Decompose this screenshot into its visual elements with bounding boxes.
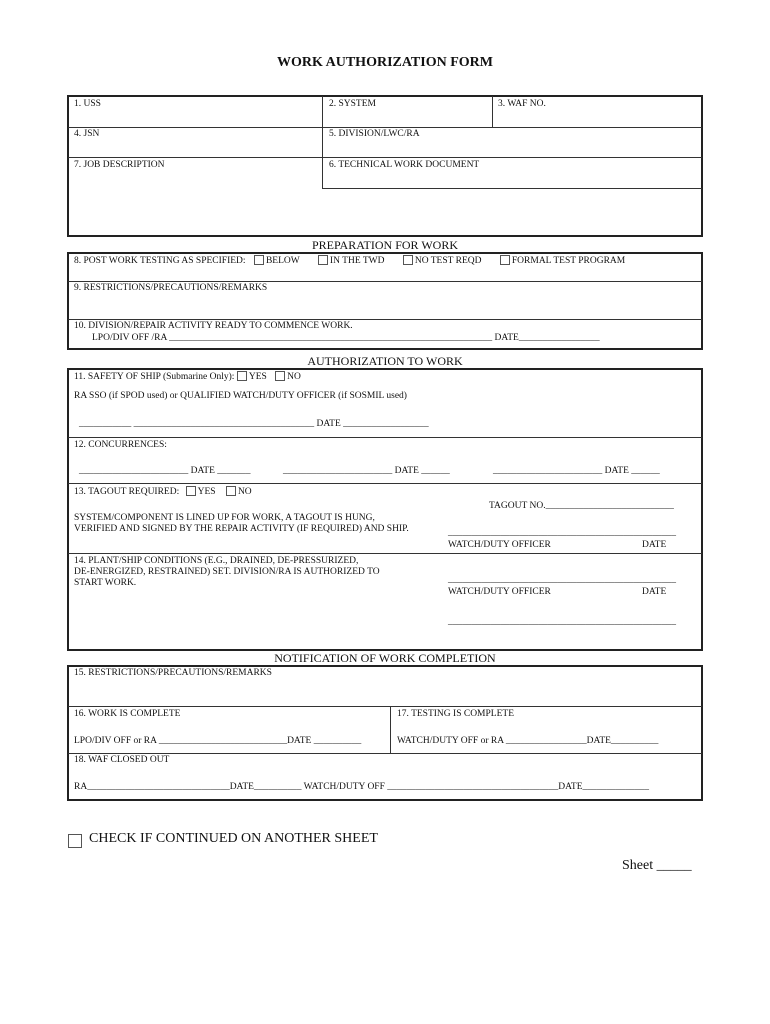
- checkbox-tagout-no[interactable]: [226, 486, 236, 496]
- plant-conditions-signature-line-2[interactable]: ________________________________________________: [448, 617, 676, 627]
- tagout-date-label: DATE: [642, 540, 667, 550]
- field-system[interactable]: 2. SYSTEM: [329, 99, 376, 109]
- tagout-yes-label: YES: [197, 487, 216, 497]
- field-technical-work-document[interactable]: 6. TECHNICAL WORK DOCUMENT: [329, 160, 480, 170]
- ra-sso-signature[interactable]: ___________ ______________________________________ DATE __________________: [79, 419, 429, 429]
- tagout-signature-line[interactable]: ________________________________________________: [448, 528, 676, 538]
- option-formal-test-program: FORMAL TEST PROGRAM: [511, 256, 626, 266]
- field-restrictions[interactable]: 9. RESTRICTIONS/PRECAUTIONS/REMARKS: [74, 283, 268, 293]
- work-complete-label: 16. WORK IS COMPLETE: [74, 709, 181, 719]
- notification-block: [67, 665, 703, 801]
- sheet-number-field[interactable]: Sheet _____: [622, 858, 692, 873]
- safety-of-ship-label: 11. SAFETY OF SHIP (Submarine Only):: [74, 372, 235, 382]
- plant-conditions-signature-line[interactable]: ________________________________________________: [448, 575, 676, 585]
- concurrence-signature-1[interactable]: _______________________ DATE _______: [79, 466, 251, 476]
- checkbox-continued[interactable]: [68, 834, 82, 848]
- option-in-the-twd: IN THE TWD: [329, 256, 385, 266]
- plant-conditions-line-1: 14. PLANT/SHIP CONDITIONS (E.G., DRAINED, DE-PRESSURIZED,: [74, 556, 359, 566]
- post-work-testing-label: 8. POST WORK TESTING AS SPECIFIED:: [74, 256, 246, 266]
- tagout-watch-officer-label: WATCH/DUTY OFFICER: [448, 540, 551, 550]
- safety-of-ship-row: [74, 371, 301, 383]
- plant-conditions-line-2: DE-ENERGIZED, RESTRAINED) SET. DIVISION/RA IS AUTHORIZED TO: [74, 567, 380, 577]
- field-uss[interactable]: 1. USS: [74, 99, 101, 109]
- work-complete-signature[interactable]: LPO/DIV OFF or RA ___________________________DATE __________: [74, 736, 362, 746]
- ready-to-commence-signature[interactable]: LPO/DIV OFF /RA ____________________________________________________________________ DATE_________________: [92, 333, 600, 343]
- section-heading-authorization: AUTHORIZATION TO WORK: [307, 354, 463, 368]
- field-job-description[interactable]: 7. JOB DESCRIPTION: [74, 160, 165, 170]
- safety-yes-label: YES: [248, 372, 267, 382]
- tagout-required-row: [74, 486, 252, 498]
- tagout-no-label: NO: [237, 487, 252, 497]
- plant-conditions-watch-officer-label: WATCH/DUTY OFFICER: [448, 587, 551, 597]
- checkbox-below[interactable]: [254, 255, 264, 265]
- checkbox-no-test-reqd[interactable]: [403, 255, 413, 265]
- option-below: BELOW: [265, 256, 300, 266]
- plant-conditions-line-3: START WORK.: [74, 578, 137, 588]
- field-waf-no[interactable]: 3. WAF NO.: [498, 99, 546, 109]
- tagout-statement-line-2: VERIFIED AND SIGNED BY THE REPAIR ACTIVITY (IF REQUIRED) AND SHIP.: [74, 524, 409, 534]
- checkbox-safety-no[interactable]: [275, 371, 285, 381]
- field-division[interactable]: 5. DIVISION/LWC/RA: [329, 129, 420, 139]
- concurrence-signature-2[interactable]: _______________________ DATE ______: [283, 466, 450, 476]
- option-no-test-reqd: NO TEST REQD: [414, 256, 482, 266]
- checkbox-formal-test-program[interactable]: [500, 255, 510, 265]
- concurrence-signature-3[interactable]: _______________________ DATE ______: [493, 466, 660, 476]
- testing-complete-signature[interactable]: WATCH/DUTY OFF or RA _________________DATE__________: [397, 736, 659, 746]
- checkbox-tagout-yes[interactable]: [186, 486, 196, 496]
- section-heading-notification: NOTIFICATION OF WORK COMPLETION: [274, 651, 496, 665]
- concurrences-label: 12. CONCURRENCES:: [74, 440, 167, 450]
- testing-complete-label: 17. TESTING IS COMPLETE: [397, 709, 514, 719]
- checkbox-in-the-twd[interactable]: [318, 255, 328, 265]
- section-heading-preparation: PREPARATION FOR WORK: [311, 238, 459, 252]
- tagout-required-label: 13. TAGOUT REQUIRED:: [74, 487, 180, 497]
- waf-closed-out-label: 18. WAF CLOSED OUT: [74, 755, 170, 765]
- ready-to-commence-label: 10. DIVISION/REPAIR ACTIVITY READY TO COMMENCE WORK.: [74, 321, 353, 331]
- field-jsn[interactable]: 4. JSN: [74, 129, 100, 139]
- completion-restrictions-field[interactable]: 15. RESTRICTIONS/PRECAUTIONS/REMARKS: [74, 668, 272, 678]
- ra-sso-label: RA SSO (if SPOD used) or QUALIFIED WATCH/DUTY OFFICER (if SOSMIL used): [74, 391, 407, 401]
- post-work-testing-row: [74, 255, 625, 267]
- tagout-statement-line-1: SYSTEM/COMPONENT IS LINED UP FOR WORK, A TAGOUT IS HUNG,: [74, 513, 375, 523]
- safety-no-label: NO: [287, 372, 301, 382]
- tagout-number-field[interactable]: TAGOUT NO.___________________________: [489, 501, 674, 511]
- waf-closed-out-signature[interactable]: RA______________________________DATE__________ WATCH/DUTY OFF ____________________________________DATE______________: [74, 782, 650, 792]
- plant-conditions-date-label: DATE: [642, 587, 667, 597]
- form-title: WORK AUTHORIZATION FORM: [277, 55, 493, 70]
- continued-label: CHECK IF CONTINUED ON ANOTHER SHEET: [89, 831, 378, 846]
- checkbox-safety-yes[interactable]: [237, 371, 247, 381]
